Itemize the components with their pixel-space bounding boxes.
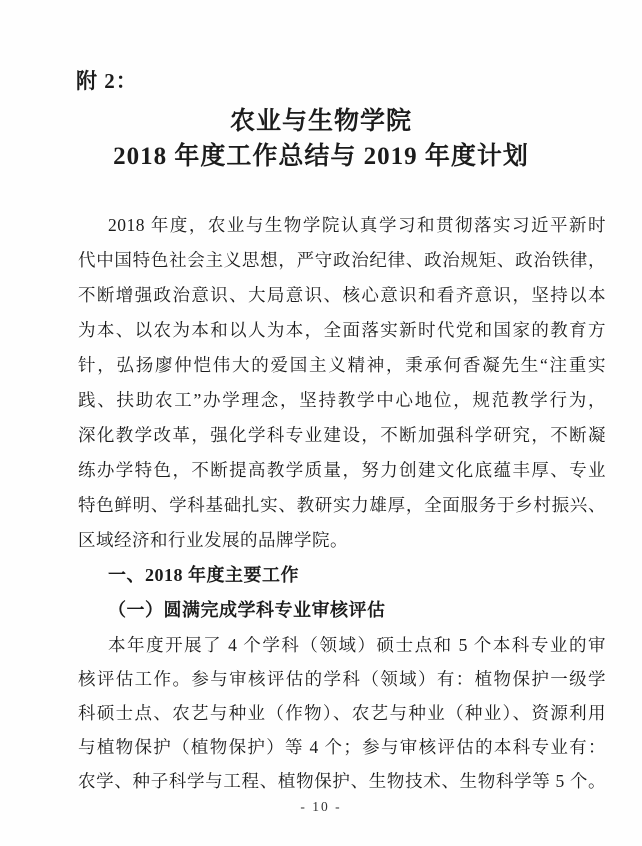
attachment-label: 附 2：	[76, 69, 138, 93]
subsection-heading-assessment: （一）圆满完成学科专业审核评估	[108, 600, 386, 620]
document-body	[78, 208, 606, 798]
paragraph-intro	[78, 208, 606, 558]
text-line: 本年度开展了 4 个学科（领域）硕士点和 5 个本科专业的审	[108, 635, 606, 655]
text-line: 区域经济和行业发展的品牌学院。	[78, 530, 348, 550]
text-line: 农学、种子科学与工程、植物保护、生物技术、生物科学等 5 个。	[78, 771, 606, 791]
text-line: 科硕士点、农艺与种业（作物）、农艺与种业（种业）、资源利用	[78, 703, 606, 723]
title-line-1: 农业与生物学院	[229, 108, 412, 135]
text-line: 特色鲜明、学科基础扎实、教研实力雄厚，全面服务于乡村振兴、	[78, 495, 606, 515]
text-line: 核评估工作。参与审核评估的学科（领域）有：植物保护一级学	[78, 669, 606, 689]
document-title	[0, 104, 642, 174]
section-heading-annual-work: 一、2018 年度主要工作	[108, 565, 299, 585]
text-line: 2018 年度，农业与生物学院认真学习和贯彻落实习近平新时	[108, 215, 606, 235]
text-line: 与植物保护（植物保护）等 4 个；参与审核评估的本科专业有：	[78, 737, 606, 757]
text-line: 不断增强政治意识、大局意识、核心意识和看齐意识，坚持以本	[78, 285, 606, 305]
text-line: 践、扶助农工”办学理念，坚持教学中心地位，规范教学行为，	[78, 390, 606, 410]
text-line: 针，弘扬廖仲恺伟大的爱国主义精神，秉承何香凝先生“注重实	[78, 355, 606, 375]
text-line: 代中国特色社会主义思想，严守政治纪律、政治规矩、政治铁律，	[78, 250, 606, 270]
text-line: 深化教学改革，强化学科专业建设，不断加强科学研究，不断凝	[78, 425, 606, 445]
text-line: 练办学特色，不断提高教学质量，努力创建文化底蕴丰厚、专业	[78, 460, 606, 480]
title-line-2: 2018 年度工作总结与 2019 年度计划	[113, 143, 529, 170]
paragraph-assessment	[78, 628, 606, 798]
page-number: - 10 -	[300, 799, 342, 814]
text-line: 为本、以农为本和以人为本，全面落实新时代党和国家的教育方	[78, 320, 606, 340]
